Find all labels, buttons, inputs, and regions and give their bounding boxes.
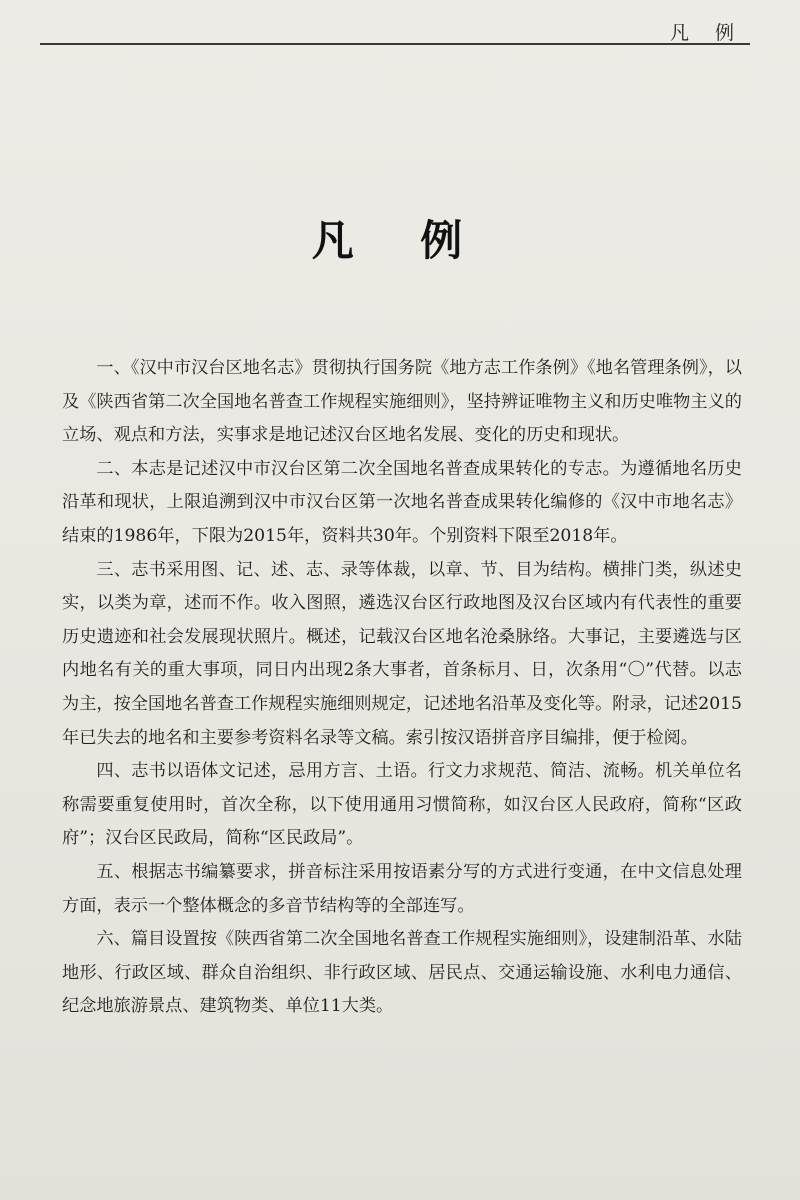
paragraph-1: 一、《汉中市汉台区地名志》贯彻执行国务院《地方志工作条例》《地名管理条例》，以及《陕西省第二次全国地名普查工作规程实施细则》，坚持辨证唯物主义和历史唯物主义的立场、观点和方法，实事求是地记述汉台区地名发展、变化的历史和现状。 — [62, 358, 742, 446]
paragraph-5: 五、根据志书编纂要求，拼音标注采用按语素分写的方式进行变通，在中文信息处理方面，表示一个整体概念的多音节结构等的全部连写。 — [62, 861, 742, 916]
page-title: 凡 例 — [311, 216, 489, 265]
paragraph-2: 二、本志是记述汉中市汉台区第二次全国地名普查成果转化的专志。为遵循地名历史沿革和现状，上限追溯到汉中市汉台区第一次地名普查成果转化编修的《汉中市地名志》结束的1986年，下限为2015年，资料共30年。个别资料下限至2018年。 — [62, 458, 742, 546]
header-rule — [40, 43, 750, 45]
document-body — [62, 352, 742, 1024]
paragraph-3: 三、志书采用图、记、述、志、录等体裁，以章、节、目为结构。横排门类，纵述史实，以类为章，述而不作。收入图照，遴选汉台区行政地图及汉台区域内有代表性的重要历史遗迹和社会发展现状照片。概述，记载汉台区地名沧桑脉络。大事记，主要遴选与区内地名有关的重大事项，同日内出现2条大事者，首条标月、日，次条用“〇”代替。以志为主，按全国地名普查工作规程实施细则规定，记述地名沿革及变化等。附录，记述2015年已失去的地名和主要参考资料名录等文稿。索引按汉语拼音序目编排，便于检阅。 — [62, 559, 742, 748]
running-head: 凡 例 — [669, 22, 744, 44]
paragraph-6: 六、篇目设置按《陕西省第二次全国地名普查工作规程实施细则》，设建制沿革、水陆地形、行政区域、群众自治组织、非行政区域、居民点、交通运输设施、水利电力通信、纪念地旅游景点、建筑物类、单位11大类。 — [62, 929, 742, 1017]
paragraph-4: 四、志书以语体文记述，忌用方言、土语。行文力求规范、简洁、流畅。机关单位名称需要重复使用时，首次全称，以下使用通用习惯简称，如汉台区人民政府，简称“区政府”；汉台区民政局，简称“区民政局”。 — [62, 761, 742, 849]
